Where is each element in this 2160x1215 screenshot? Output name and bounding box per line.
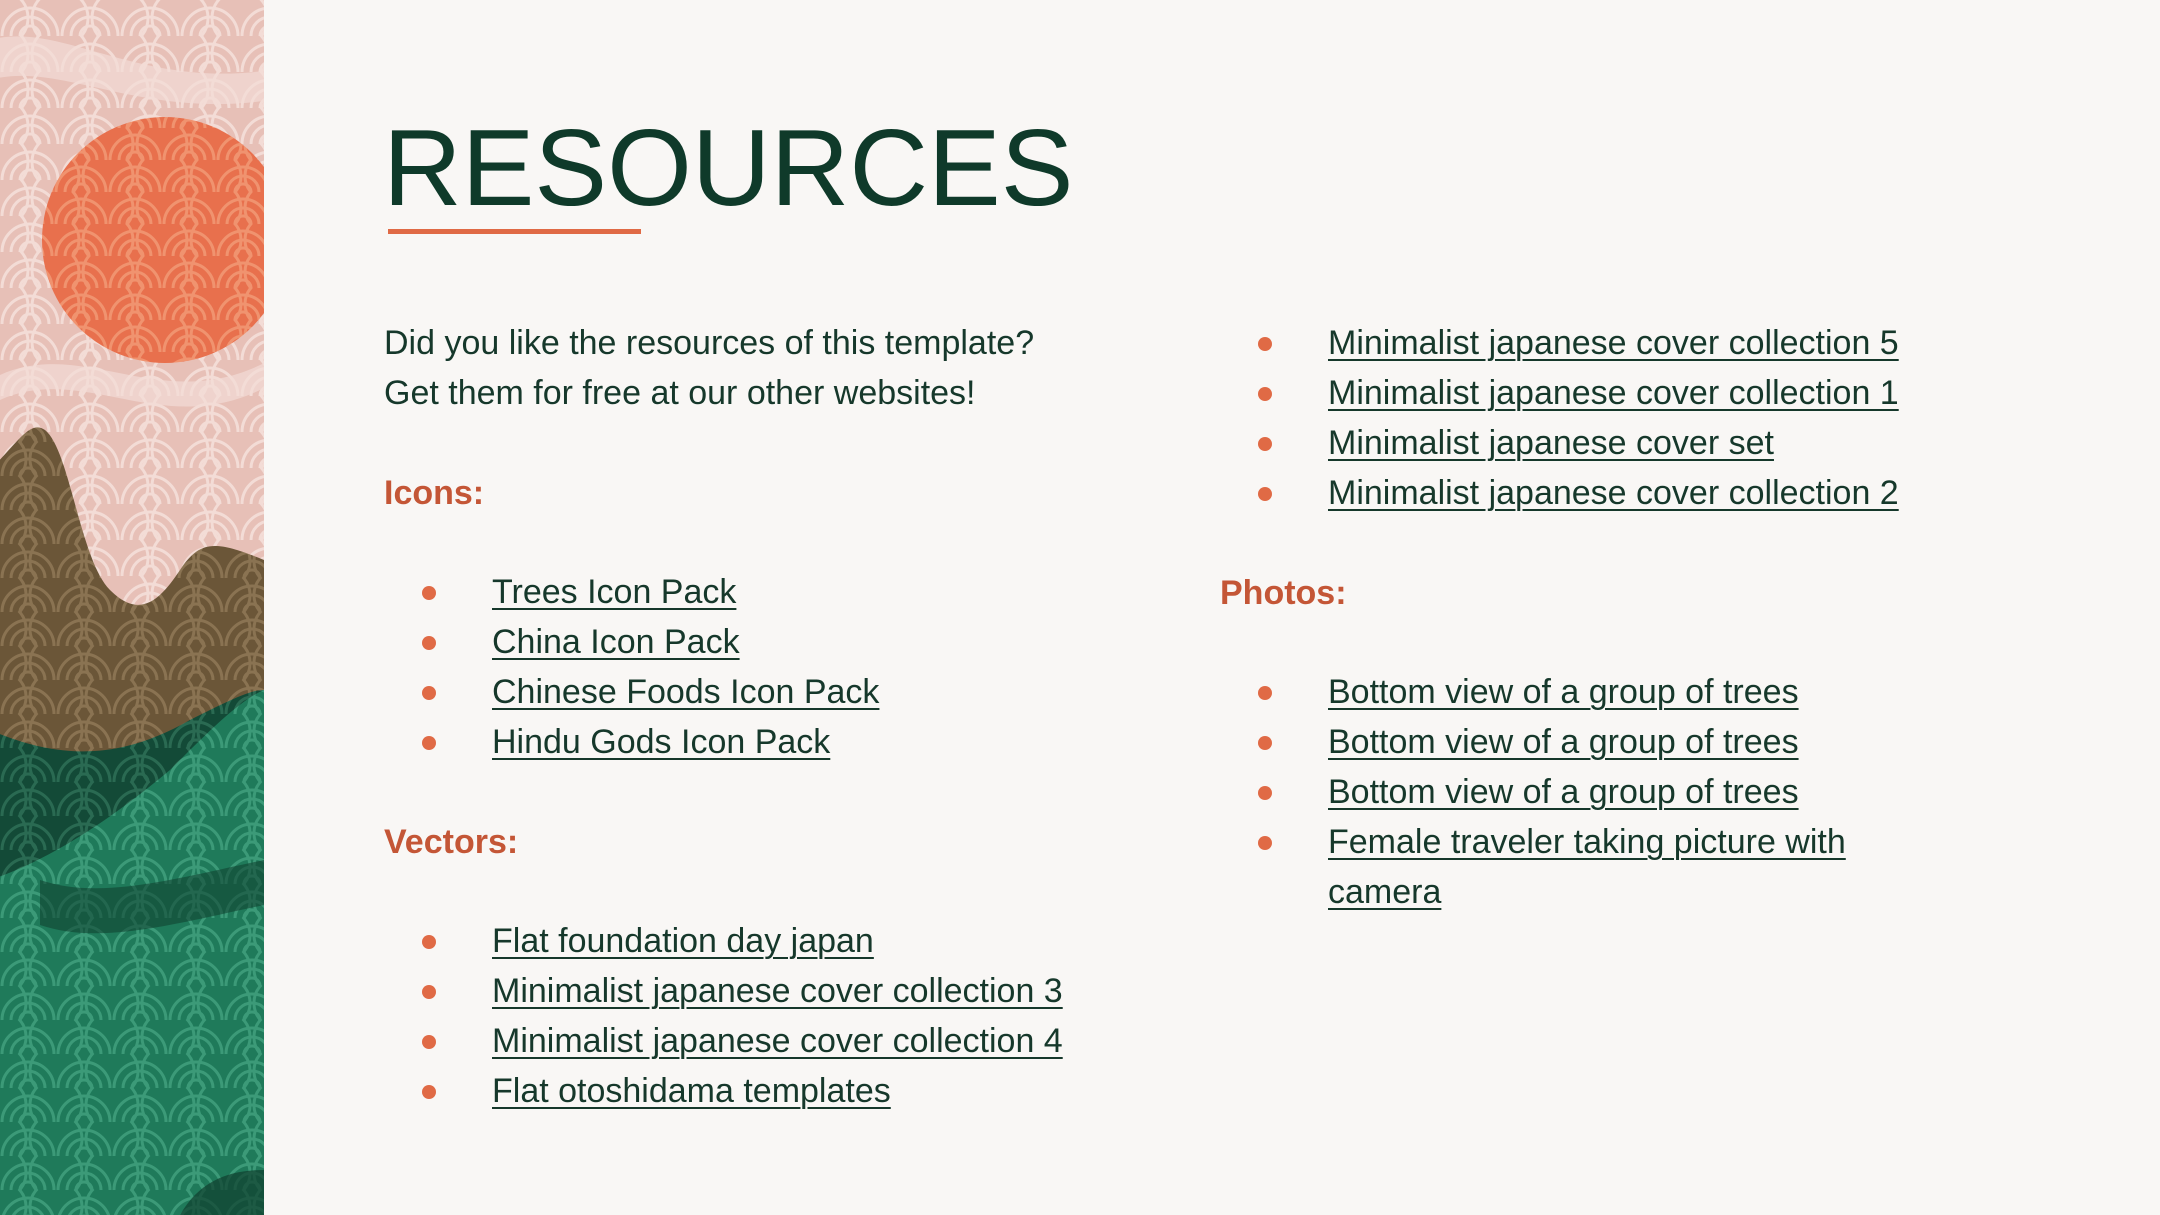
intro-text [384,318,1164,418]
bullet-icon [422,935,436,949]
bullet-icon [422,586,436,600]
list-item [384,1066,1164,1116]
link-bottom-view-trees-3[interactable]: Bottom view of a group of trees [1328,773,1799,811]
link-minimalist-cover-collection-1[interactable]: Minimalist japanese cover collection 1 [1328,374,1899,412]
list-item [1220,817,1968,917]
bullet-icon [422,686,436,700]
list-item [384,916,1164,966]
link-minimalist-cover-collection-2[interactable]: Minimalist japanese cover collection 2 [1328,474,1899,512]
intro-line-2: Get them for free at our other websites! [384,374,976,412]
link-minimalist-cover-collection-5[interactable]: Minimalist japanese cover collection 5 [1328,324,1899,362]
list-item [1220,318,2020,368]
link-hindu-gods-icon-pack[interactable]: Hindu Gods Icon Pack [492,723,831,761]
bullet-icon [1258,387,1272,401]
link-chinese-foods-icon-pack[interactable]: Chinese Foods Icon Pack [492,673,880,711]
link-minimalist-cover-collection-4[interactable]: Minimalist japanese cover collection 4 [492,1022,1063,1060]
link-bottom-view-trees-1[interactable]: Bottom view of a group of trees [1328,673,1799,711]
link-female-traveler-camera[interactable]: Female traveler taking picture with camera [1328,823,1846,911]
list-item [384,617,1164,667]
list-item [1220,667,2020,717]
bullet-icon [1258,337,1272,351]
photos-heading: Photos: [1220,574,1347,612]
bullet-icon [422,1035,436,1049]
link-bottom-view-trees-2[interactable]: Bottom view of a group of trees [1328,723,1799,761]
vectors-list-continued [1220,318,2020,518]
decorative-landscape-panel [0,0,264,1215]
vectors-heading: Vectors: [384,823,519,861]
link-flat-otoshidama-templates[interactable]: Flat otoshidama templates [492,1072,891,1110]
list-item [1220,717,2020,767]
left-column [384,318,1164,1116]
right-column [1220,318,2020,917]
bullet-icon [1258,686,1272,700]
link-china-icon-pack[interactable]: China Icon Pack [492,623,740,661]
bullet-icon [1258,786,1272,800]
bullet-icon [1258,487,1272,501]
list-item [1220,368,2020,418]
list-item [1220,418,2020,468]
icons-heading: Icons: [384,474,485,512]
list-item [384,1016,1164,1066]
bullet-icon [1258,836,1272,850]
bullet-icon [1258,736,1272,750]
bullet-icon [422,985,436,999]
bullet-icon [422,636,436,650]
list-item [384,966,1164,1016]
link-minimalist-cover-set[interactable]: Minimalist japanese cover set [1328,424,1774,462]
link-minimalist-cover-collection-3[interactable]: Minimalist japanese cover collection 3 [492,972,1063,1010]
vectors-list [384,916,1164,1116]
link-trees-icon-pack[interactable]: Trees Icon Pack [492,573,737,611]
link-flat-foundation-day-japan[interactable]: Flat foundation day japan [492,922,874,960]
bullet-icon [1258,437,1272,451]
bullet-icon [422,736,436,750]
list-item [384,667,1164,717]
list-item [384,567,1164,617]
title-underline [388,229,641,234]
list-item [384,717,1164,767]
icons-list [384,567,1164,767]
list-item [1220,767,2020,817]
intro-line-1: Did you like the resources of this template? [384,324,1035,362]
list-item [1220,468,2020,518]
bullet-icon [422,1085,436,1099]
photos-list [1220,667,2020,917]
page-title: RESOURCES [383,107,1074,229]
